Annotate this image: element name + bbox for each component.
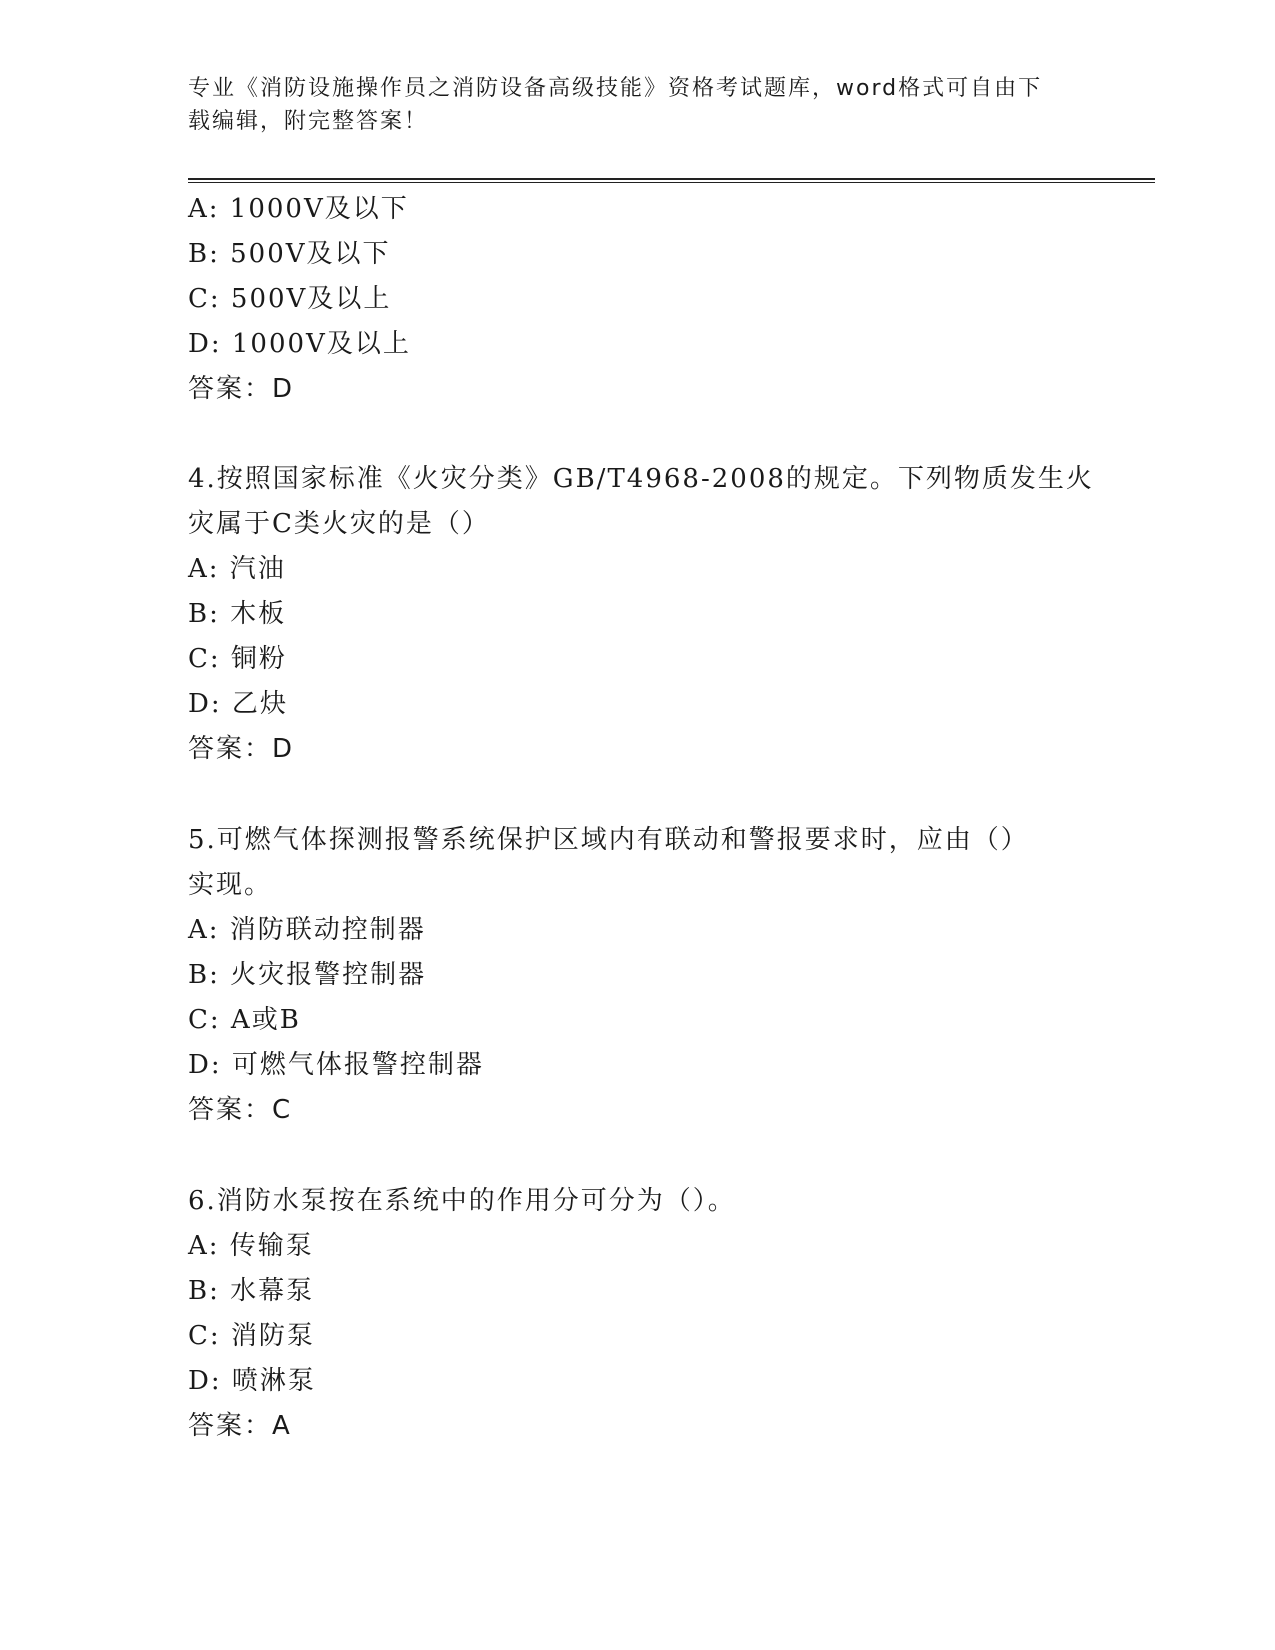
header-line-2: 载编辑，附完整答案！ <box>188 109 429 134</box>
q4-option-c: C: 铜粉 <box>188 644 287 674</box>
q5-option-a: A: 消防联动控制器 <box>188 915 426 945</box>
header-line-1: 专业《消防设施操作员之消防设备高级技能》资格考试题库，word格式可自由下 <box>188 76 1043 101</box>
q4-stem-line-2: 灾属于C类火灾的是（） <box>188 509 490 539</box>
q3-answer: 答案：D <box>188 374 295 404</box>
q6-option-d: D: 喷淋泵 <box>188 1366 316 1396</box>
q6-stem-line-1: 6.消防水泵按在系统中的作用分可分为（）。 <box>188 1186 736 1216</box>
q3-option-a: A: 1000V及以下 <box>188 194 409 224</box>
q5-option-c: C: A或B <box>188 1005 301 1035</box>
q6-option-a: A: 传输泵 <box>188 1231 314 1261</box>
q4-option-d: D: 乙炔 <box>188 689 288 719</box>
q5-answer: 答案：C <box>188 1095 293 1125</box>
q4-stem-line-1: 4.按照国家标准《火灾分类》GB/T4968-2008的规定。下列物质发生火 <box>188 464 1094 494</box>
q3-option-d: D: 1000V及以上 <box>188 329 411 359</box>
q4-option-a: A: 汽油 <box>188 554 286 584</box>
q6-answer: 答案：A <box>188 1411 292 1441</box>
q4-answer: 答案：D <box>188 734 295 764</box>
header-divider <box>188 178 1155 183</box>
q3-option-c: C: 500V及以上 <box>188 284 392 314</box>
q3-option-b: B: 500V及以下 <box>188 239 391 269</box>
q5-stem-line-1: 5.可燃气体探测报警系统保护区域内有联动和警报要求时，应由（） <box>188 825 1029 855</box>
document-header <box>188 72 1068 138</box>
q5-option-b: B: 火灾报警控制器 <box>188 960 427 990</box>
q5-option-d: D: 可燃气体报警控制器 <box>188 1050 484 1080</box>
q6-option-c: C: 消防泵 <box>188 1321 315 1351</box>
q5-stem-line-2: 实现。 <box>188 870 273 900</box>
q4-option-b: B: 木板 <box>188 599 287 629</box>
q6-option-b: B: 水幕泵 <box>188 1276 315 1306</box>
